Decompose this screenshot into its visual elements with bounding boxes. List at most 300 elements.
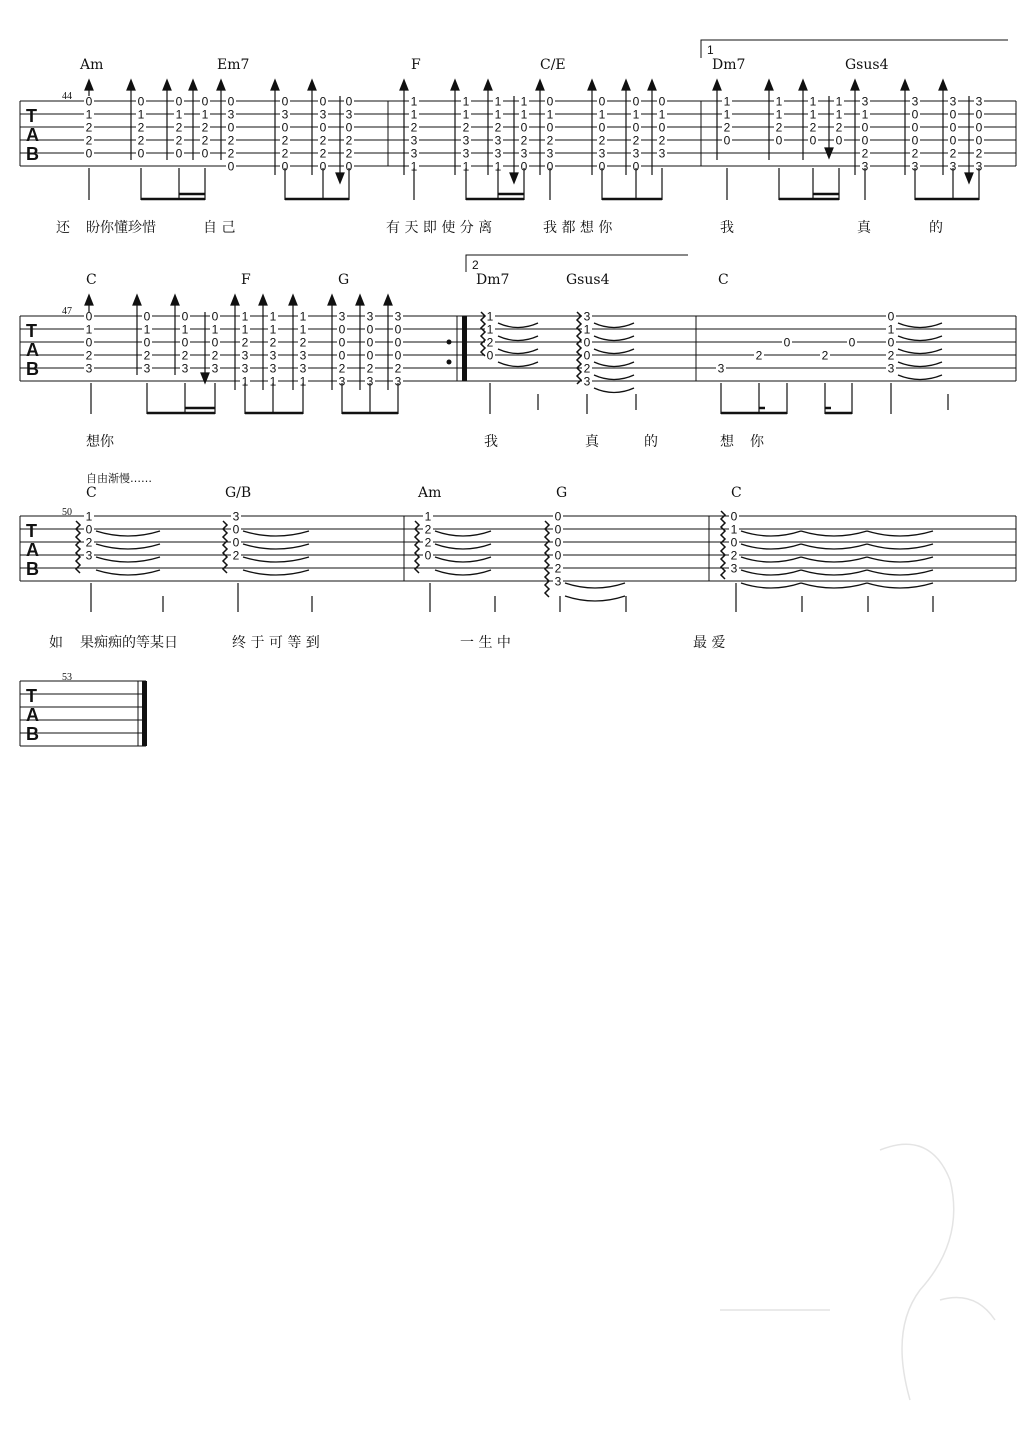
fret-number: 0: [366, 348, 374, 363]
fret-number: 0: [227, 94, 235, 109]
fret-number: 3: [949, 94, 957, 109]
svg-text:T: T: [26, 686, 37, 706]
fret-number: 2: [345, 133, 353, 148]
fret-number: 2: [181, 348, 189, 363]
fret-number: 1: [546, 107, 554, 122]
fret-number: 0: [85, 146, 93, 161]
fret-number: 1: [520, 107, 528, 122]
fret-number: 2: [201, 133, 209, 148]
fret-number: 3: [730, 561, 738, 576]
fret-number: 2: [211, 348, 219, 363]
fret-number: 0: [85, 309, 93, 324]
fret-number: 3: [861, 159, 869, 174]
fret-number: 1: [723, 107, 731, 122]
tab-clef: [26, 321, 39, 379]
fret-number: 3: [911, 159, 919, 174]
lyric: 我: [720, 220, 734, 236]
lyric: 一 生 中: [460, 635, 511, 651]
fret-number: 0: [632, 120, 640, 135]
fret-number: 2: [520, 133, 528, 148]
fret-number: 1: [269, 322, 277, 337]
fret-number: 0: [366, 322, 374, 337]
fret-number: 0: [949, 133, 957, 148]
fret-number: 3: [949, 159, 957, 174]
fret-number: 1: [241, 309, 249, 324]
rhythm-stems: [89, 168, 979, 200]
lyric: 的: [929, 220, 943, 236]
fret-number: 2: [462, 120, 470, 135]
fret-number: 2: [319, 146, 327, 161]
fret-number: 0: [394, 322, 402, 337]
fret-number: 3: [462, 146, 470, 161]
fret-number: 1: [137, 107, 145, 122]
fret-number: 2: [583, 361, 591, 376]
fret-number: 3: [861, 94, 869, 109]
fret-number: 0: [181, 335, 189, 350]
measure-number-47: 47: [62, 306, 72, 317]
chord-label: C: [731, 485, 742, 501]
lyric: 盼你懂珍惜: [86, 220, 156, 236]
lyrics-line-3: [49, 634, 725, 651]
svg-text:1: 1: [707, 43, 714, 57]
svg-text:T: T: [26, 321, 37, 341]
fret-number: 3: [975, 94, 983, 109]
fret-number: 0: [546, 120, 554, 135]
fret-number: 1: [730, 522, 738, 537]
fret-number: 3: [366, 374, 374, 389]
fret-number: 2: [598, 133, 606, 148]
svg-text:A: A: [26, 125, 39, 145]
fret-number: 0: [658, 94, 666, 109]
fret-number: 2: [632, 133, 640, 148]
fret-number: 2: [554, 561, 562, 576]
fret-number: 3: [366, 309, 374, 324]
fret-number: 0: [598, 120, 606, 135]
fret-number: 2: [175, 120, 183, 135]
fret-number: 0: [546, 94, 554, 109]
tab-system-1: [20, 40, 1016, 236]
fret-number: 2: [887, 348, 895, 363]
fret-number: 0: [911, 120, 919, 135]
fret-number: 0: [949, 120, 957, 135]
fret-number: 0: [85, 335, 93, 350]
fret-number: 3: [299, 348, 307, 363]
fret-number: 2: [85, 348, 93, 363]
fret-number: 1: [410, 94, 418, 109]
fret-number: 3: [345, 107, 353, 122]
fret-number: 0: [338, 322, 346, 337]
fret-number: 0: [632, 159, 640, 174]
ties: [498, 323, 942, 393]
fret-number: 3: [299, 361, 307, 376]
fret-number: 0: [201, 94, 209, 109]
fret-number: 2: [241, 335, 249, 350]
fret-number: 0: [949, 107, 957, 122]
fret-number: 0: [583, 348, 591, 363]
repeat-end-barline: [447, 316, 468, 381]
fret-number: 3: [494, 133, 502, 148]
fret-number: 0: [861, 120, 869, 135]
fret-number: 0: [861, 133, 869, 148]
lyric: 果痴痴的等某日: [80, 635, 178, 651]
final-barline: [142, 681, 147, 746]
fret-number: 0: [658, 120, 666, 135]
fret-number: 0: [975, 133, 983, 148]
fret-number: 0: [281, 120, 289, 135]
tab-clef: [26, 106, 39, 164]
fret-number: 0: [137, 94, 145, 109]
measure-number-50: 50: [62, 507, 72, 518]
fret-number: 0: [546, 159, 554, 174]
chord-label: Gsus4: [845, 57, 889, 73]
tab-system-4: [20, 672, 147, 746]
fret-number: 1: [462, 94, 470, 109]
fret-number: 1: [462, 107, 470, 122]
fret-number: 0: [211, 335, 219, 350]
chord-label: G: [338, 272, 350, 288]
fret-number: 2: [911, 146, 919, 161]
fret-number: 2: [394, 361, 402, 376]
fret-number: 2: [658, 133, 666, 148]
fret-number: 2: [345, 146, 353, 161]
fret-number: 0: [887, 309, 895, 324]
watermark: [720, 1144, 995, 1400]
chord-label: C: [718, 272, 729, 288]
arpeggio-marks: [481, 309, 581, 384]
chord-label: F: [411, 57, 421, 73]
fret-number: 1: [85, 322, 93, 337]
rhythm-stems: [91, 583, 933, 612]
chord-label: Am: [80, 57, 104, 73]
fret-number: 3: [717, 361, 725, 376]
fret-number: 1: [424, 509, 432, 524]
fret-number: 2: [723, 120, 731, 135]
chord-label: C: [86, 485, 97, 501]
fret-number: 0: [975, 120, 983, 135]
fret-number: 0: [520, 120, 528, 135]
fret-number: 3: [319, 107, 327, 122]
fret-number: 0: [848, 335, 856, 350]
tab-system-3: [20, 471, 1016, 651]
fret-number: 0: [775, 133, 783, 148]
fret-number: 0: [835, 133, 843, 148]
fret-number: 3: [632, 146, 640, 161]
chord-label: G/B: [225, 485, 252, 501]
fret-number: 3: [546, 146, 554, 161]
fret-number: 2: [546, 133, 554, 148]
svg-text:A: A: [26, 540, 39, 560]
svg-text:T: T: [26, 521, 37, 541]
fret-number: 2: [821, 348, 829, 363]
lyric: 自 己: [203, 220, 236, 236]
fret-number: 0: [486, 348, 494, 363]
measure-number-53: 53: [62, 672, 72, 683]
fret-number: 1: [658, 107, 666, 122]
fret-number: 1: [775, 107, 783, 122]
fret-number: 2: [835, 120, 843, 135]
fret-number: 3: [658, 146, 666, 161]
fret-number: 0: [319, 120, 327, 135]
fret-number: 0: [598, 94, 606, 109]
fret-number: 1: [723, 94, 731, 109]
fret-number: 3: [410, 146, 418, 161]
fret-number: 0: [175, 146, 183, 161]
fret-number: 2: [494, 120, 502, 135]
fret-number: 2: [809, 120, 817, 135]
fret-number: 1: [269, 374, 277, 389]
svg-text:A: A: [26, 340, 39, 360]
fret-number: 0: [201, 146, 209, 161]
lyric: 如: [49, 635, 63, 651]
fret-number: 3: [281, 107, 289, 122]
fret-number: 1: [175, 107, 183, 122]
fret-columns: [84, 510, 739, 589]
lyric: 我: [484, 434, 498, 450]
fret-number: 2: [85, 120, 93, 135]
fret-number: 2: [755, 348, 763, 363]
fret-number: 3: [143, 361, 151, 376]
fret-number: 1: [143, 322, 151, 337]
fret-number: 1: [598, 107, 606, 122]
fret-number: 1: [494, 107, 502, 122]
lyric: 有 天 即 使 分 离: [386, 220, 493, 236]
fret-number: 0: [281, 159, 289, 174]
tab-clef: [26, 686, 39, 744]
fret-number: 2: [319, 133, 327, 148]
fret-number: 0: [319, 159, 327, 174]
fret-number: 0: [394, 335, 402, 350]
lyrics-line-2: [86, 433, 765, 450]
fret-number: 3: [583, 309, 591, 324]
chord-label: G: [556, 485, 568, 501]
svg-text:2: 2: [472, 258, 479, 272]
chord-label: Am: [418, 485, 442, 501]
fret-number: 2: [137, 120, 145, 135]
fret-number: 0: [598, 159, 606, 174]
fret-number: 1: [241, 322, 249, 337]
fret-number: 1: [486, 322, 494, 337]
fret-number: 2: [486, 335, 494, 350]
fret-number: 2: [949, 146, 957, 161]
lyric: 真: [585, 434, 599, 450]
fret-number: 3: [338, 374, 346, 389]
fret-number: 3: [598, 146, 606, 161]
chord-label: C/E: [540, 57, 566, 73]
fret-number: 3: [554, 574, 562, 589]
fret-number: 1: [835, 94, 843, 109]
fret-number: 0: [143, 335, 151, 350]
staff-lines: [20, 316, 1016, 381]
fret-number: 1: [410, 107, 418, 122]
fret-number: 0: [137, 146, 145, 161]
fret-number: 0: [181, 309, 189, 324]
fret-number: 3: [394, 374, 402, 389]
fret-number: 2: [201, 120, 209, 135]
lyric: 真: [857, 220, 871, 236]
svg-text:B: B: [26, 359, 39, 379]
fret-number: 3: [241, 348, 249, 363]
chord-label: F: [241, 272, 251, 288]
fret-number: 2: [85, 133, 93, 148]
fret-number: 3: [181, 361, 189, 376]
fret-number: 2: [227, 133, 235, 148]
fret-number: 3: [241, 361, 249, 376]
fret-number: 0: [227, 159, 235, 174]
fret-number: 1: [201, 107, 209, 122]
fret-number: 0: [338, 348, 346, 363]
fret-number: 1: [494, 94, 502, 109]
fret-number: 1: [410, 159, 418, 174]
fret-number: 0: [809, 133, 817, 148]
measure-number-44: 44: [62, 91, 72, 102]
tempo-instruction: 自由渐慢……: [86, 472, 152, 485]
fret-number: 2: [410, 120, 418, 135]
beams: [141, 194, 979, 199]
fret-number: 3: [494, 146, 502, 161]
fret-number: 2: [281, 133, 289, 148]
lyric: 还: [56, 220, 70, 236]
chord-label: Gsus4: [566, 272, 610, 288]
fret-number: 0: [227, 120, 235, 135]
fret-number: 0: [281, 94, 289, 109]
fret-number: 3: [410, 133, 418, 148]
staff-lines: [20, 516, 1016, 581]
fret-number: 1: [520, 94, 528, 109]
fret-number: 2: [730, 548, 738, 563]
fret-number: 0: [911, 133, 919, 148]
svg-text:B: B: [26, 144, 39, 164]
fret-number: 2: [143, 348, 151, 363]
fret-number: 1: [181, 322, 189, 337]
fret-number: 1: [887, 322, 895, 337]
fret-number: 0: [345, 159, 353, 174]
fret-number: 3: [975, 159, 983, 174]
fret-number: 1: [299, 309, 307, 324]
fret-number: 0: [783, 335, 791, 350]
chord-label: Dm7: [712, 57, 746, 73]
fret-number: 1: [583, 322, 591, 337]
lyric: 想: [720, 434, 734, 450]
fret-number: 0: [366, 335, 374, 350]
fret-number: 2: [366, 361, 374, 376]
fret-number: 0: [554, 548, 562, 563]
fret-number: 3: [232, 509, 240, 524]
fret-number: 0: [730, 535, 738, 550]
tab-system-2: [20, 255, 1016, 450]
fret-number: 3: [394, 309, 402, 324]
chord-label: Dm7: [476, 272, 510, 288]
fret-number: 2: [85, 535, 93, 550]
svg-text:T: T: [26, 106, 37, 126]
fret-number: 2: [299, 335, 307, 350]
fret-number: 0: [730, 509, 738, 524]
arpeggio-marks: [76, 511, 725, 597]
fret-number: 0: [632, 94, 640, 109]
fret-number: 2: [424, 522, 432, 537]
fret-number: 3: [85, 548, 93, 563]
fret-number: 0: [554, 522, 562, 537]
fret-number: 1: [835, 107, 843, 122]
chord-label: Em7: [217, 57, 250, 73]
chord-label: C: [86, 272, 97, 288]
fret-number: 0: [319, 94, 327, 109]
fret-number: 0: [394, 348, 402, 363]
lyric: 你: [750, 434, 764, 450]
fret-number: 0: [520, 159, 528, 174]
fret-number: 3: [85, 361, 93, 376]
fret-number: 2: [424, 535, 432, 550]
fret-number: 0: [232, 535, 240, 550]
fret-number: 2: [175, 133, 183, 148]
fret-number: 3: [338, 309, 346, 324]
lyric: 最 爱: [693, 635, 726, 651]
fret-number: 1: [211, 322, 219, 337]
fret-number: 0: [338, 335, 346, 350]
fret-number: 2: [338, 361, 346, 376]
fret-number: 1: [241, 374, 249, 389]
fret-number: 0: [887, 335, 895, 350]
fret-number: 1: [85, 107, 93, 122]
volta-bracket-2: [466, 255, 688, 272]
volta-bracket-1: [701, 40, 1008, 58]
fret-number: 0: [85, 522, 93, 537]
rhythm-stems: [91, 383, 948, 414]
fret-columns: [84, 95, 984, 174]
fret-number: 3: [583, 374, 591, 389]
fret-number: 2: [232, 548, 240, 563]
svg-text:B: B: [26, 559, 39, 579]
fret-number: 3: [211, 361, 219, 376]
fret-number: 3: [269, 361, 277, 376]
fret-number: 2: [227, 146, 235, 161]
lyric: 我 都 想 你: [543, 220, 613, 236]
fret-number: 3: [269, 348, 277, 363]
fret-number: 1: [269, 309, 277, 324]
fret-number: 2: [137, 133, 145, 148]
fret-number: 3: [911, 94, 919, 109]
fret-number: 0: [175, 94, 183, 109]
fret-number: 0: [554, 535, 562, 550]
lyric: 的: [644, 434, 658, 450]
fret-number: 3: [227, 107, 235, 122]
fret-number: 1: [632, 107, 640, 122]
lyric: 终 于 可 等 到: [232, 635, 320, 651]
fret-number: 0: [345, 94, 353, 109]
fret-number: 1: [809, 107, 817, 122]
fret-number: 0: [723, 133, 731, 148]
fret-number: 2: [975, 146, 983, 161]
fret-number: 1: [85, 509, 93, 524]
fret-number: 0: [424, 548, 432, 563]
fret-number: 1: [299, 374, 307, 389]
fret-number: 0: [975, 107, 983, 122]
fret-number: 3: [887, 361, 895, 376]
fret-number: 0: [911, 107, 919, 122]
svg-text:A: A: [26, 705, 39, 725]
lyrics-line-1: [56, 219, 943, 236]
fret-number: 0: [211, 309, 219, 324]
fret-number: 1: [462, 159, 470, 174]
fret-number: 1: [775, 94, 783, 109]
fret-number: 1: [299, 322, 307, 337]
fret-number: 3: [520, 146, 528, 161]
fret-number: 2: [775, 120, 783, 135]
fret-number: 0: [85, 94, 93, 109]
fret-number: 2: [281, 146, 289, 161]
fret-number: 0: [345, 120, 353, 135]
fret-number: 2: [269, 335, 277, 350]
fret-number: 0: [554, 509, 562, 524]
